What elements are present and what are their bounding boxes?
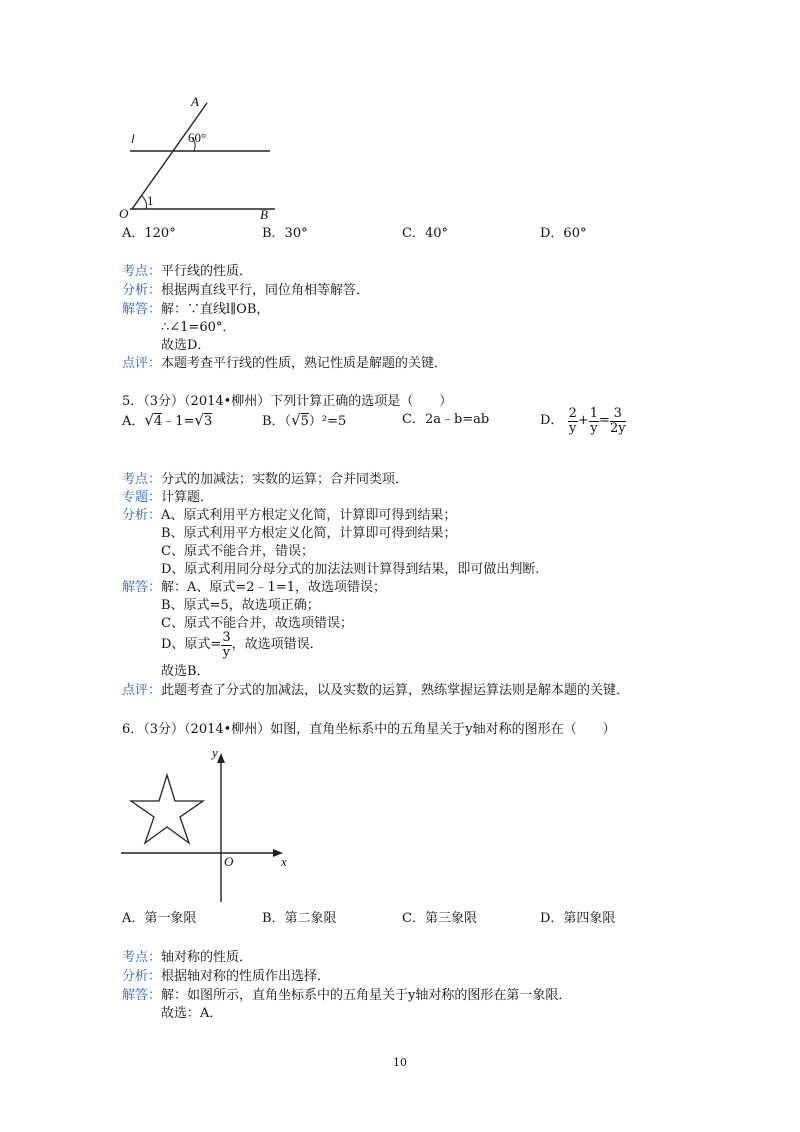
q6-option-b: B．第二象限: [262, 911, 337, 926]
q5-option-a-mid: ﹣1=: [162, 414, 195, 429]
label-o: O: [119, 206, 129, 221]
label-l: l: [131, 131, 135, 146]
sqrt-symbol-icon: √: [194, 411, 204, 429]
q4-kaodian-label: 考点：: [122, 264, 162, 279]
y-axis-arrow-icon: [217, 753, 225, 763]
q5-fenxi-line: A、原式利用平方根定义化简，计算即可得到结果；: [161, 508, 457, 523]
q5-jieda-line: B、原式=5，故选项正确；: [161, 598, 320, 613]
q4-jieda-line: ∴∠1=60°．: [161, 320, 236, 335]
plus-sign: +: [577, 413, 589, 428]
equals-sign: =: [599, 413, 610, 428]
label-angle-60: 60°: [188, 130, 207, 145]
q5-jieda-d-prefix: D、原式=: [161, 637, 222, 652]
q6-option-a: A．第一象限: [122, 911, 197, 926]
q5-option-b-prefix: B．（: [262, 414, 292, 429]
q4-fenxi-label: 分析：: [122, 283, 162, 298]
q5-option-b-radicand: 5: [300, 414, 309, 429]
q4-option-c: C．40°: [402, 226, 448, 241]
q5-jieda-final: 故选B．: [161, 664, 210, 679]
fraction-denominator: 2y: [609, 420, 626, 436]
q4-fenxi: 根据两直线平行，同位角相等解答．: [161, 283, 370, 298]
sqrt-symbol-icon: √: [144, 411, 154, 429]
q5-jieda-line: 解：A、原式=2﹣1=1，故选项错误；: [161, 580, 386, 595]
q5-fenxi-line: D、原式利用同分母分式的加法法则计算得到结果，即可做出判断．: [161, 562, 549, 577]
q6-option-c: C．第三象限: [402, 911, 477, 926]
q5-option-d-prefix: D．: [540, 413, 564, 428]
label-a: A: [191, 94, 199, 109]
q4-dianping: 本题考查平行线的性质，熟记性质是解题的关键．: [161, 356, 448, 371]
q5-jieda-d-suffix: ，故选项错误．: [231, 637, 323, 652]
q4-jieda-line: 解：∵直线l∥OB，: [161, 302, 270, 317]
q5-zhuanti: 计算题．: [161, 490, 214, 505]
q4-jieda-line: 故选D．: [161, 338, 211, 353]
q4-jieda-label: 解答：: [122, 302, 162, 317]
q5-dianping-label: 点评：: [122, 683, 162, 698]
fraction-numerator: 2: [568, 405, 577, 421]
q4-dianping-label: 点评：: [122, 356, 162, 371]
q5-option-a-prefix: A．: [122, 414, 145, 429]
q5-option-b-suffix: ）²=5: [308, 414, 347, 429]
q6-kaodian-label: 考点：: [122, 950, 162, 965]
fraction-denominator: y: [569, 420, 577, 436]
q6-jieda-label: 解答：: [122, 988, 162, 1003]
sqrt-symbol-icon: √: [291, 411, 301, 429]
q6-kaodian: 轴对称的性质．: [161, 950, 253, 965]
q5-zhuanti-label: 专题：: [122, 490, 162, 505]
q6-option-d: D．第四象限: [540, 911, 616, 926]
fraction-numerator: 1: [589, 405, 599, 421]
q5-jieda-label: 解答：: [122, 580, 162, 595]
q5-stem: 5．（3分）（2014•柳州）下列计算正确的选项是（ ）: [122, 394, 453, 409]
q5-fenxi-label: 分析：: [122, 508, 162, 523]
q6-jieda-line: 解：如图所示，直角坐标系中的五角星关于y轴对称的图形在第一象限．: [161, 988, 572, 1003]
q4-option-b: B．30°: [262, 226, 308, 241]
axis-label-y: y: [212, 745, 218, 760]
label-1: 1: [147, 193, 154, 208]
label-b: B: [260, 207, 268, 222]
q6-fenxi-label: 分析：: [122, 969, 162, 984]
q5-kaodian-label: 考点：: [122, 472, 162, 487]
axis-label-x: x: [281, 854, 287, 869]
origin-label: O: [224, 854, 234, 869]
q6-fenxi: 根据轴对称的性质作出选择．: [161, 969, 331, 984]
q5-kaodian: 分式的加减法；实数的运算；合并同类项．: [161, 472, 409, 487]
q5-option-a-radicand-2: 3: [203, 414, 213, 429]
fraction-numerator: 3: [222, 629, 231, 645]
q6-stem: 6．（3分）（2014•柳州）如图，直角坐标系中的五角星关于y轴对称的图形在（ ）: [122, 722, 616, 737]
page-number: 10: [393, 1056, 407, 1069]
q5-option-a-radicand-1: 4: [153, 414, 163, 429]
q4-option-d: D．60°: [540, 226, 587, 241]
q5-option-c: C．2a﹣b=ab: [402, 412, 490, 427]
q5-fenxi-line: B、原式利用平方根定义化简，计算即可得到结果；: [161, 526, 457, 541]
fraction-numerator: 3: [610, 407, 626, 422]
q4-option-a: A．120°: [122, 226, 176, 241]
q5-jieda-line: C、原式不能合并，故选项错误；: [161, 616, 353, 631]
fraction-denominator: y: [222, 644, 231, 660]
q6-jieda-line: 故选：A．: [161, 1006, 223, 1021]
star-icon: [131, 775, 203, 843]
fraction-denominator: y: [590, 420, 598, 436]
q5-dianping: 此题考查了分式的加减法，以及实数的运算，熟练掌握运算法则是解本题的关键．: [161, 683, 630, 698]
q5-fenxi-line: C、原式不能合并，错误；: [161, 544, 314, 559]
q4-kaodian: 平行线的性质．: [161, 264, 253, 279]
